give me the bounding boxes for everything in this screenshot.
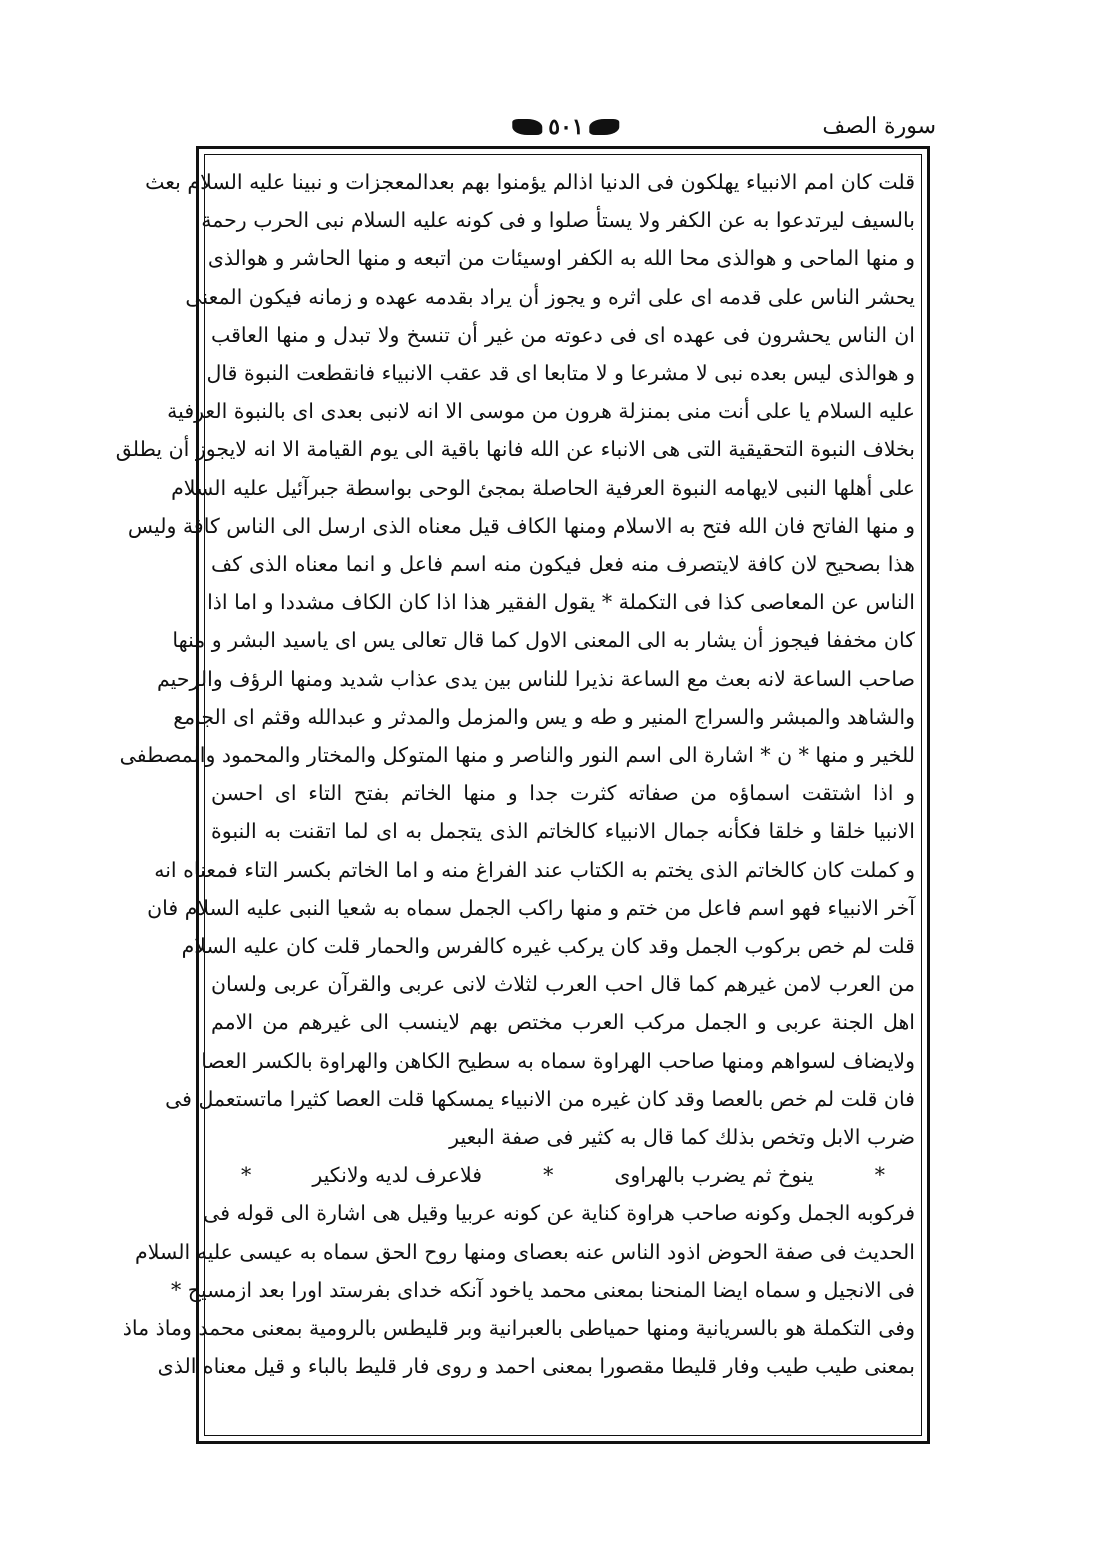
text-line: بالسيف ليرتدعوا به عن الكفر ولا يستأ صلوا و فى كونه عليه السلام نبى الحرب رحمة <box>201 208 915 233</box>
text-line: من العرب لامن غيرهم كما قال احب العرب لثلاث لانى عربى والقرآن عربى ولسان <box>211 972 915 997</box>
ornament-left-icon <box>512 119 542 135</box>
text-line: و هوالذى ليس بعده نبى لا مشرعا و لا متابعا اى قد عقب الانبياء فانقطعت النبوة قال <box>206 361 915 386</box>
ornament-right-icon <box>590 119 620 135</box>
text-line: بخلاف النبوة التحقيقية التى هى الانباء عن الله فانها باقية الى يوم القيامة الا انه لايجوز أن يطلق <box>115 437 915 462</box>
body-text <box>115 163 915 1386</box>
text-line: وفى التكملة هو بالسريانية ومنها حمياطى بالعبرانية وبر قليطس بالرومية بمعنى محمد وماذ ماذ <box>122 1316 915 1341</box>
text-line: الناس عن المعاصى كذا فى التكملة * يقول الفقير هذا اذا كان الكاف مشددا و اما اذا <box>207 590 915 615</box>
page-header <box>196 112 936 148</box>
page-number: ٥٠١ <box>548 114 584 140</box>
running-title: سورة الصف <box>822 114 936 139</box>
text-line: ان الناس يحشرون فى عهده اى فى دعوته من غير أن تنسخ ولا تبدل و منها العاقب <box>211 322 915 347</box>
text-line: الحديث فى صفة الحوض اذود الناس عنه بعصاى ومنها روح الحق سماه به عيسى عليه السلام <box>135 1239 915 1264</box>
text-line: كان مخففا فيجوز أن يشار به الى المعنى الاول كما قال تعالى يس اى ياسيد البشر و منها <box>172 628 915 653</box>
verse-star: * <box>543 1163 554 1188</box>
verse-hemistich-2: فلاعرف لديه ولانكير <box>312 1163 482 1188</box>
text-line: يحشر الناس على قدمه اى على اثره و يجوز أن يراد بقدمه عهده و زمانه فيكون المعنى <box>185 284 915 309</box>
text-frame <box>115 146 930 1444</box>
text-line: و اذا اشتقت اسماؤه من صفاته كثرت جدا و منها الخاتم بفتح التاء اى احسن <box>211 781 915 806</box>
verse-star: * <box>874 1163 885 1188</box>
text-line: والشاهد والمبشر والسراج المنير و طه و يس والمزمل والمدثر و عبدالله وقثم اى الجامع <box>173 704 915 729</box>
verse-hemistich-1: ينوخ ثم يضرب بالهراوى <box>614 1163 814 1188</box>
poetry-verse <box>211 1156 915 1194</box>
text-line: فان قلت لم خص بالعصا وقد كان غيره من الانبياء يمسكها قلت العصا كثيرا ماتستعمل فى <box>165 1086 915 1111</box>
text-line: اهل الجنة عربى و الجمل مركب العرب مختص بهم لاينسب الى غيرهم من الامم <box>211 1010 915 1035</box>
text-line: آخر الانبياء فهو اسم فاعل من ختم و منها راكب الجمل سماه به شعيا النبى عليه السلام فان <box>147 895 915 920</box>
text-line: ضرب الابل وتخص بذلك كما قال به كثير فى صفة البعير <box>449 1125 915 1150</box>
text-line: و منها الماحى و هوالذى محا الله به الكفر اوسيئات من اتبعه و منها الحاشر و هوالذى <box>207 246 915 271</box>
text-line: هذا بصحيح لان كافة لايتصرف منه فعل فيكون منه اسم فاعل و انما معناه الذى كف <box>211 552 915 577</box>
text-line: عليه السلام يا على أنت منى بمنزلة هرون من موسى الا انه لانبى بعدى اى بالنبوة العرفية <box>167 399 915 424</box>
text-line: صاحب الساعة لانه بعث مع الساعة نذيرا للناس بين يدى عذاب شديد ومنها الرؤف والرحيم <box>157 666 915 691</box>
page-number-ornament <box>512 114 619 140</box>
text-line: فركوبه الجمل وكونه صاحب هراوة كناية عن كونه عربيا وقيل هى اشارة الى قوله فى <box>203 1201 915 1226</box>
verse-star: * <box>241 1163 252 1188</box>
text-line: للخير و منها * ن * اشارة الى اسم النور والناصر و منها المتوكل والمختار والمحمود والمصطفى <box>119 743 915 768</box>
text-line: بمعنى طيب طيب وفار قليطا مقصورا بمعنى احمد و روى فار قليط بالباء و قيل معناه الذى <box>157 1354 915 1379</box>
text-line: و منها الفاتح فان الله فتح به الاسلام ومنها الكاف قيل معناه الذى ارسل الى الناس كافة وليس <box>127 513 915 538</box>
text-line: و كملت كان كالخاتم الذى يختم به الكتاب عند الفراغ منه و اما الخاتم بكسر التاء فمعناه انه <box>154 857 915 882</box>
text-line: ولايضاف لسواهم ومنها صاحب الهراوة سماه به سطيح الكاهن والهراوة بالكسر العصا <box>201 1048 915 1073</box>
text-line: فى الانجيل و سماه ايضا المنحنا بمعنى محمد ياخود آنكه خداى بفرستد اورا بعد ازمسيح * <box>170 1277 915 1302</box>
text-line: قلت لم خص بركوب الجمل وقد كان يركب غيره كالفرس والحمار قلت كان عليه السلام <box>181 934 915 959</box>
text-line: على أهلها النبى لايهامه النبوة العرفية الحاصلة بمجئ الوحى بواسطة جبرآئيل عليه السلام <box>171 475 915 500</box>
text-line: الانبيا خلقا و خلقا فكأنه جمال الانبياء كالخاتم الذى يتجمل به اى لما اتقنت به النبوة <box>211 819 915 844</box>
text-line: قلت كان امم الانبياء يهلكون فى الدنيا اذالم يؤمنوا بهم بعدالمعجزات و نبينا عليه السلام بعث <box>145 170 915 194</box>
